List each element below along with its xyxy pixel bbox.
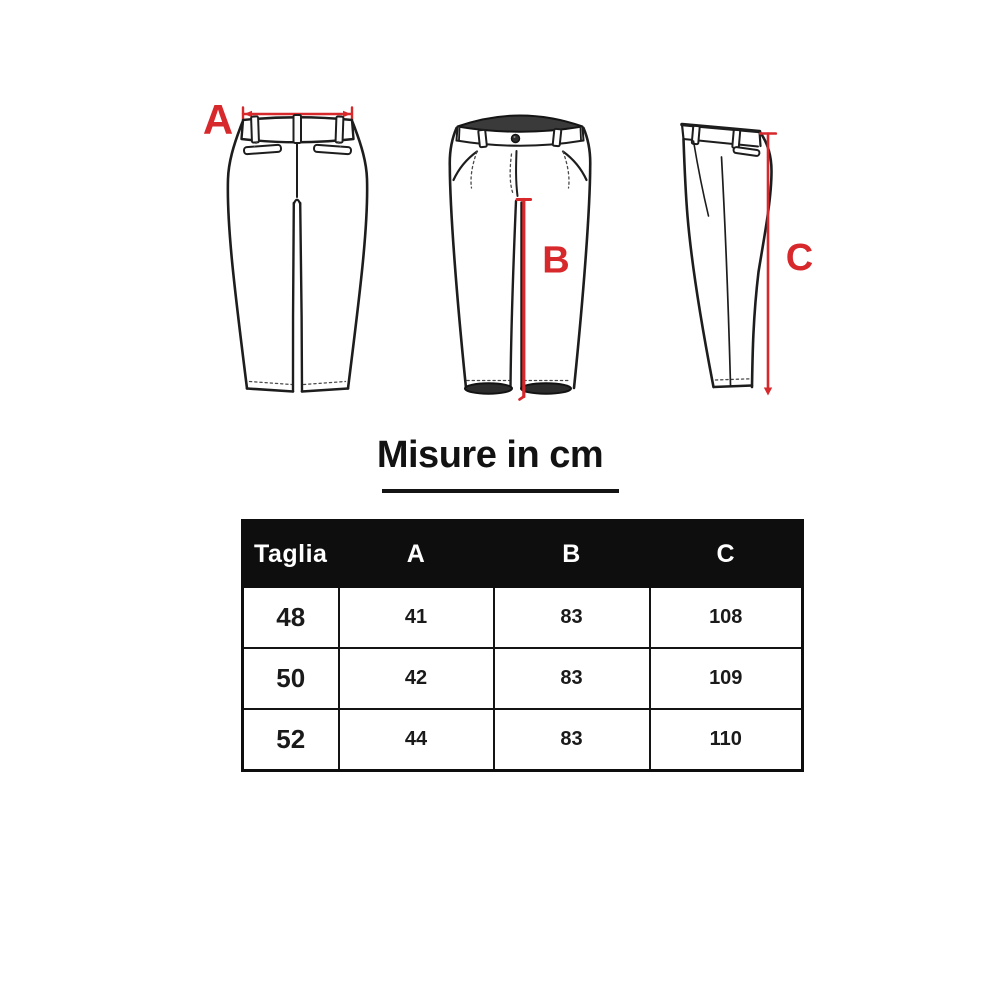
size-table bbox=[241, 519, 804, 772]
pants-back-view-illustration bbox=[180, 85, 445, 410]
table-row bbox=[243, 587, 803, 648]
pants-front-waistband bbox=[457, 116, 584, 148]
pants-side-view-illustration bbox=[655, 95, 835, 420]
header-c: C bbox=[650, 521, 803, 588]
pants-side-body bbox=[684, 132, 772, 388]
size-cell: 52 bbox=[243, 709, 339, 771]
measure-line-c bbox=[760, 134, 776, 396]
page-title: Misure in cm bbox=[376, 434, 604, 476]
measure-label-a: A bbox=[202, 96, 234, 143]
measure-label-b: B bbox=[542, 239, 570, 282]
value-cell: 42 bbox=[339, 648, 494, 709]
right-hem-opening bbox=[521, 383, 571, 393]
header-taglia: Taglia bbox=[243, 521, 339, 588]
title-block bbox=[0, 433, 1000, 493]
waist-button bbox=[512, 135, 520, 143]
header-a: A bbox=[339, 521, 494, 588]
pants-back-waistband bbox=[242, 115, 354, 143]
pants-front-view-illustration bbox=[445, 98, 630, 420]
value-cell: 41 bbox=[339, 587, 494, 648]
table-header-row bbox=[243, 521, 803, 588]
pants-back-body bbox=[228, 122, 367, 392]
measure-line-b bbox=[517, 200, 531, 400]
value-cell: 83 bbox=[494, 648, 650, 709]
table-row bbox=[243, 709, 803, 771]
value-cell: 110 bbox=[650, 709, 803, 771]
size-cell: 48 bbox=[243, 587, 339, 648]
table-row bbox=[243, 648, 803, 709]
value-cell: 109 bbox=[650, 648, 803, 709]
value-cell: 83 bbox=[494, 587, 650, 648]
value-cell: 83 bbox=[494, 709, 650, 771]
value-cell: 108 bbox=[650, 587, 803, 648]
header-b: B bbox=[494, 521, 650, 588]
value-cell: 44 bbox=[339, 709, 494, 771]
side-welt-pocket bbox=[733, 147, 760, 157]
left-hem-opening bbox=[465, 383, 512, 393]
measure-label-c: C bbox=[785, 237, 814, 279]
size-cell: 50 bbox=[243, 648, 339, 709]
title-underline bbox=[382, 489, 619, 493]
